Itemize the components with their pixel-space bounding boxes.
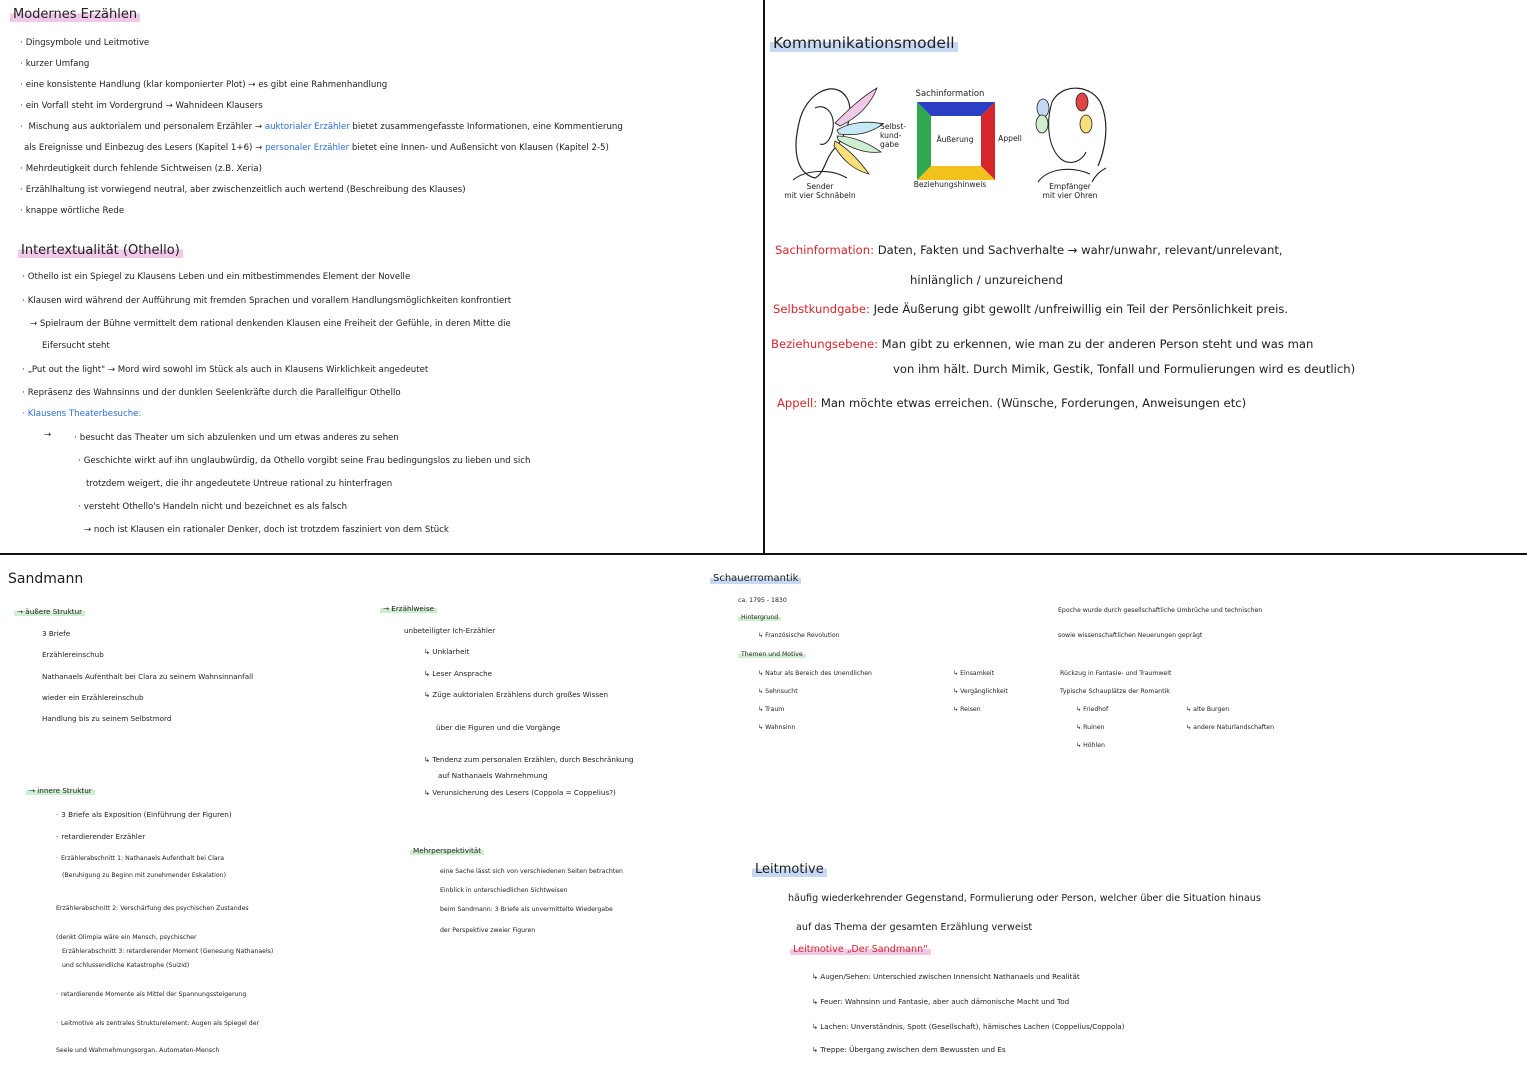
selbstkundgabe-label: Selbst- kund- gabe: [880, 122, 907, 149]
list-item: Seele und Wahrnehmungsorgan, Automaten-Mensch: [56, 1047, 220, 1054]
arrow-icon: →: [44, 430, 52, 440]
list-item: · Leitmotive als zentrales Strukturelement: Augen als Spiegel der: [56, 1020, 259, 1027]
list-item: (denkt Olimpia wäre ein Mensch, psychischer: [56, 934, 197, 941]
themen-label: [738, 651, 806, 658]
definition-text: Jede Äußerung gibt gewollt /unfreiwillig ein Teil der Persönlichkeit preis.: [873, 302, 1289, 316]
list-item: eine Sache lässt sich von verschiedenen Seiten betrachten: [440, 868, 623, 875]
list-item-text: bietet zusammengefasste Informationen, eine Kommentierung: [349, 122, 623, 132]
definition-text-cont: hinlänglich / unzureichend: [910, 273, 1063, 287]
definition-term: Appell:: [777, 396, 818, 410]
list-item: über die Figuren und die Vorgänge: [436, 723, 561, 732]
list-item: ↳ Einsamkeit: [953, 670, 995, 677]
sachinformation-label: Sachinformation: [915, 88, 985, 98]
erzaehlweise-label: [380, 604, 437, 613]
label-text: → äußere Struktur: [14, 607, 85, 616]
section-title: [10, 7, 140, 22]
label-text: Leitmotive „Der Sandmann": [790, 944, 931, 955]
list-item: ↳ Vergänglichkeit: [953, 688, 1008, 695]
list-item-text: als Ereignisse und Einbezug des Lesers (Kapitel 1+6) →: [24, 143, 266, 153]
definition-text: Man gibt zu erkennen, wie man zu der anderen Person steht und was man: [881, 337, 1314, 351]
definition-selbstkundgabe: [773, 302, 1288, 316]
list-item: ↳ Lachen: Unverständnis, Spott (Gesellschaft), hämisches Lachen (Coppelius/Coppola): [812, 1022, 1125, 1031]
receiver-figure-icon: [1032, 82, 1112, 187]
label-text: → Erzählweise: [380, 604, 437, 613]
list-item: und schlussendliche Katastrophe (Suizid): [62, 962, 190, 969]
list-item: beim Sandmann: 3 Briefe als unvermittelte Wiedergabe: [440, 906, 613, 913]
definition-text: Man möchte etwas erreichen. (Wünsche, Forderungen, Anweisungen etc): [820, 396, 1247, 410]
list-item: ↳ Höhlen: [1076, 742, 1105, 749]
list-item: ↳ Verunsicherung des Lesers (Coppola = Coppelius?): [424, 788, 616, 797]
list-item: ↳ Züge auktorialen Erzählens durch großes Wissen: [424, 690, 609, 699]
list-item: ↳ alte Burgen: [1186, 706, 1230, 713]
list-item: 3 Briefe: [42, 629, 71, 638]
title-text: Modernes Erzählen: [10, 7, 140, 22]
aeusserung-label: Äußerung: [936, 135, 974, 144]
sender-label: Sender mit vier Schnäbeln: [784, 182, 856, 200]
list-item: · retardierende Momente als Mittel der Spannungssteigerung: [56, 991, 246, 998]
list-item: · Geschichte wirkt auf ihn unglaubwürdig, da Othello vorgibt seine Frau bedingungslos zu lieben und sich: [78, 456, 530, 466]
list-item: Einblick in unterschiedlichen Sichtweisen: [440, 887, 568, 894]
vertical-divider: [763, 0, 765, 553]
definition-text: Daten, Fakten und Sachverhalte → wahr/unwahr, relevant/unrelevant,: [877, 243, 1283, 257]
epoch-text: sowie wissenschaftlichen Neuerungen geprägt: [1058, 632, 1203, 639]
list-item: Erzählereinschub: [42, 650, 104, 659]
schauplaetze-label: Typische Schauplätze der Romantik: [1060, 688, 1170, 695]
list-item: ↳ andere Naturlandschaften: [1186, 724, 1275, 731]
list-item: trotzdem weigert, die ihr angedeutete Untreue rational zu hinterfragen: [86, 479, 393, 489]
list-item: ↳ Tendenz zum personalen Erzählen, durch Beschränkung: [424, 755, 634, 764]
list-item: · 3 Briefe als Exposition (Einführung der Figuren): [56, 810, 232, 819]
list-item: Erzählerabschnitt 3: retardierender Moment (Genesung Nathanaels): [62, 948, 274, 955]
list-item: · Erzählhaltung ist vorwiegend neutral, aber zwischenzeitlich auch wertend (Beschreibung des Klauses): [20, 185, 466, 195]
definition-beziehungsebene: [771, 337, 1313, 351]
list-item: ↳ Augen/Sehen: Unterschied zwischen Innensicht Nathanaels und Realität: [812, 972, 1080, 981]
title-text: Leitmotive: [752, 862, 827, 877]
section-title: [770, 34, 958, 52]
hintergrund-label: [738, 614, 781, 621]
list-item: · Repräsenz des Wahnsinns und der dunklen Seelenkräfte durch die Parallelfigur Othello: [22, 388, 401, 398]
list-item: ↳ Sehnsucht: [758, 688, 798, 695]
epoch-text: Epoche wurde durch gesellschaftliche Umbrüche und technischen: [1058, 607, 1263, 614]
inner-structure-label: [26, 786, 95, 795]
list-item: (Beruhigung zu Beginn mit zunehmender Eskalation): [62, 872, 227, 879]
list-item: ↳ Unklarheit: [424, 647, 470, 656]
list-item: ↳ Reisen: [953, 706, 981, 713]
leitmotiv-subtitle: [790, 944, 931, 955]
list-item: ↳ Friedhof: [1076, 706, 1109, 713]
list-item: · Othello ist ein Spiegel zu Klausens Leben und ein mitbestimmendes Element der Novelle: [22, 272, 410, 282]
appell-label: Appell: [998, 134, 1022, 143]
highlight-term: auktorialer Erzähler: [264, 122, 350, 132]
list-item: ↳ Ruinen: [1076, 724, 1105, 731]
list-item: Erzählerabschnitt 2: Verschärfung des psychischen Zustandes: [56, 905, 249, 912]
list-item: ↳ Leser Ansprache: [424, 669, 493, 678]
leitmotiv-definition: häufig wiederkehrender Gegenstand, Formulierung oder Person, welcher über die Situation hinaus: [788, 893, 1261, 904]
definition-sachinformation: [775, 243, 1283, 257]
empfaenger-label: Empfänger mit vier Ohren: [1042, 182, 1098, 200]
beziehungshinweis-label: Beziehungshinweis: [913, 180, 987, 189]
list-item: [20, 122, 623, 132]
mehrperspektivitaet-label: [410, 846, 484, 855]
section-title: [18, 243, 183, 258]
list-item: ↳ Französische Revolution: [758, 632, 840, 639]
definition-term: Beziehungsebene:: [771, 337, 878, 351]
list-item: · kurzer Umfang: [20, 59, 89, 69]
list-item: · versteht Othello's Handeln nicht und bezeichnet es als falsch: [78, 502, 347, 512]
list-item: · Mehrdeutigkeit durch fehlende Sichtweisen (z.B. Xeria): [20, 164, 262, 174]
list-item: ↳ Natur als Bereich des Unendlichen: [758, 670, 872, 677]
list-item: · eine konsistente Handlung (klar komponierter Plot) → es gibt eine Rahmenhandlung: [20, 80, 387, 90]
title-text: Intertextualität (Othello): [18, 243, 183, 258]
definition-text-cont: von ihm hält. Durch Mimik, Gestik, Tonfall und Formulierungen wird es deutlich): [893, 362, 1356, 376]
list-item-text: Mischung aus auktorialem und personalem Erzähler →: [28, 122, 265, 132]
list-item: ↳ Wahnsinn: [758, 724, 796, 731]
list-item: · retardierender Erzähler: [56, 832, 145, 841]
list-item: ↳ Treppe: Übergang zwischen dem Bewussten und Es: [812, 1045, 1006, 1054]
label-text: Themen und Motive: [738, 651, 806, 658]
label-text: Hintergrund: [738, 614, 781, 621]
list-item: Nathanaels Aufenthalt bei Clara zu seinem Wahnsinnanfall: [42, 672, 254, 681]
section-title: Sandmann: [8, 571, 84, 587]
list-item: unbeteiligter Ich-Erzähler: [404, 626, 496, 635]
list-item: auf Nathanaels Wahrnehmung: [438, 771, 548, 780]
list-item: · Dingsymbole und Leitmotive: [20, 38, 149, 48]
leitmotiv-definition: auf das Thema der gesamten Erzählung verweist: [796, 922, 1033, 933]
list-item: · Klausen wird während der Aufführung mit fremden Sprachen und vorallem Handlungsmöglichkeiten konfrontiert: [22, 296, 511, 306]
list-item: · knappe wörtliche Rede: [20, 206, 124, 216]
section-title: [752, 862, 827, 877]
definition-appell: [777, 396, 1246, 410]
list-item: → Spielraum der Bühne vermittelt dem rational denkenden Klausen eine Freiheit der Gefühle, in deren Mitte die: [30, 319, 511, 329]
epoch-date: ca. 1795 - 1830: [738, 597, 787, 604]
sender-figure-icon: [785, 78, 890, 188]
list-item: wieder ein Erzählereinschub: [42, 693, 144, 702]
rueckzug-text: Rückzug in Fantasie- und Traumwelt: [1060, 670, 1172, 677]
list-item: Handlung bis zu seinem Selbstmord: [42, 714, 172, 723]
horizontal-divider: [0, 553, 1527, 555]
list-item: ↳ Traum: [758, 706, 785, 713]
list-item: der Perspektive zweier Figuren: [440, 927, 536, 934]
list-item: [24, 143, 609, 153]
list-item: · ein Vorfall steht im Vordergrund → Wahnideen Klausers: [20, 101, 263, 111]
list-item: Eifersucht steht: [42, 341, 110, 351]
list-item: → noch ist Klausen ein rationaler Denker, doch ist trotzdem fasziniert von dem Stück: [84, 525, 449, 535]
label-text: → innere Struktur: [26, 786, 95, 795]
outer-structure-label: [14, 607, 85, 616]
list-item-text: bietet eine Innen- und Außensicht von Klausen (Kapitel 2-5): [349, 143, 609, 153]
title-text: Kommunikationsmodell: [770, 34, 958, 52]
theater-label: · Klausens Theaterbesuche:: [22, 409, 141, 419]
section-title: [710, 573, 801, 584]
definition-term: Selbstkundgabe:: [773, 302, 870, 316]
highlight-term: personaler Erzähler: [265, 143, 350, 153]
title-text: Schauerromantik: [710, 573, 801, 584]
label-text: Mehrperspektivität: [410, 846, 484, 855]
definition-term: Sachinformation:: [775, 243, 875, 257]
list-item: ↳ Feuer: Wahnsinn und Fantasie, aber auch dämonische Macht und Tod: [812, 997, 1070, 1006]
list-item: · besucht das Theater um sich abzulenken und um etwas anderes zu sehen: [74, 433, 399, 443]
list-item: · „Put out the light" → Mord wird sowohl im Stück als auch in Klausens Wirklichkeit angedeutet: [22, 365, 428, 375]
list-item: · Erzählerabschnitt 1: Nathanaels Aufenthalt bei Clara: [56, 855, 224, 862]
